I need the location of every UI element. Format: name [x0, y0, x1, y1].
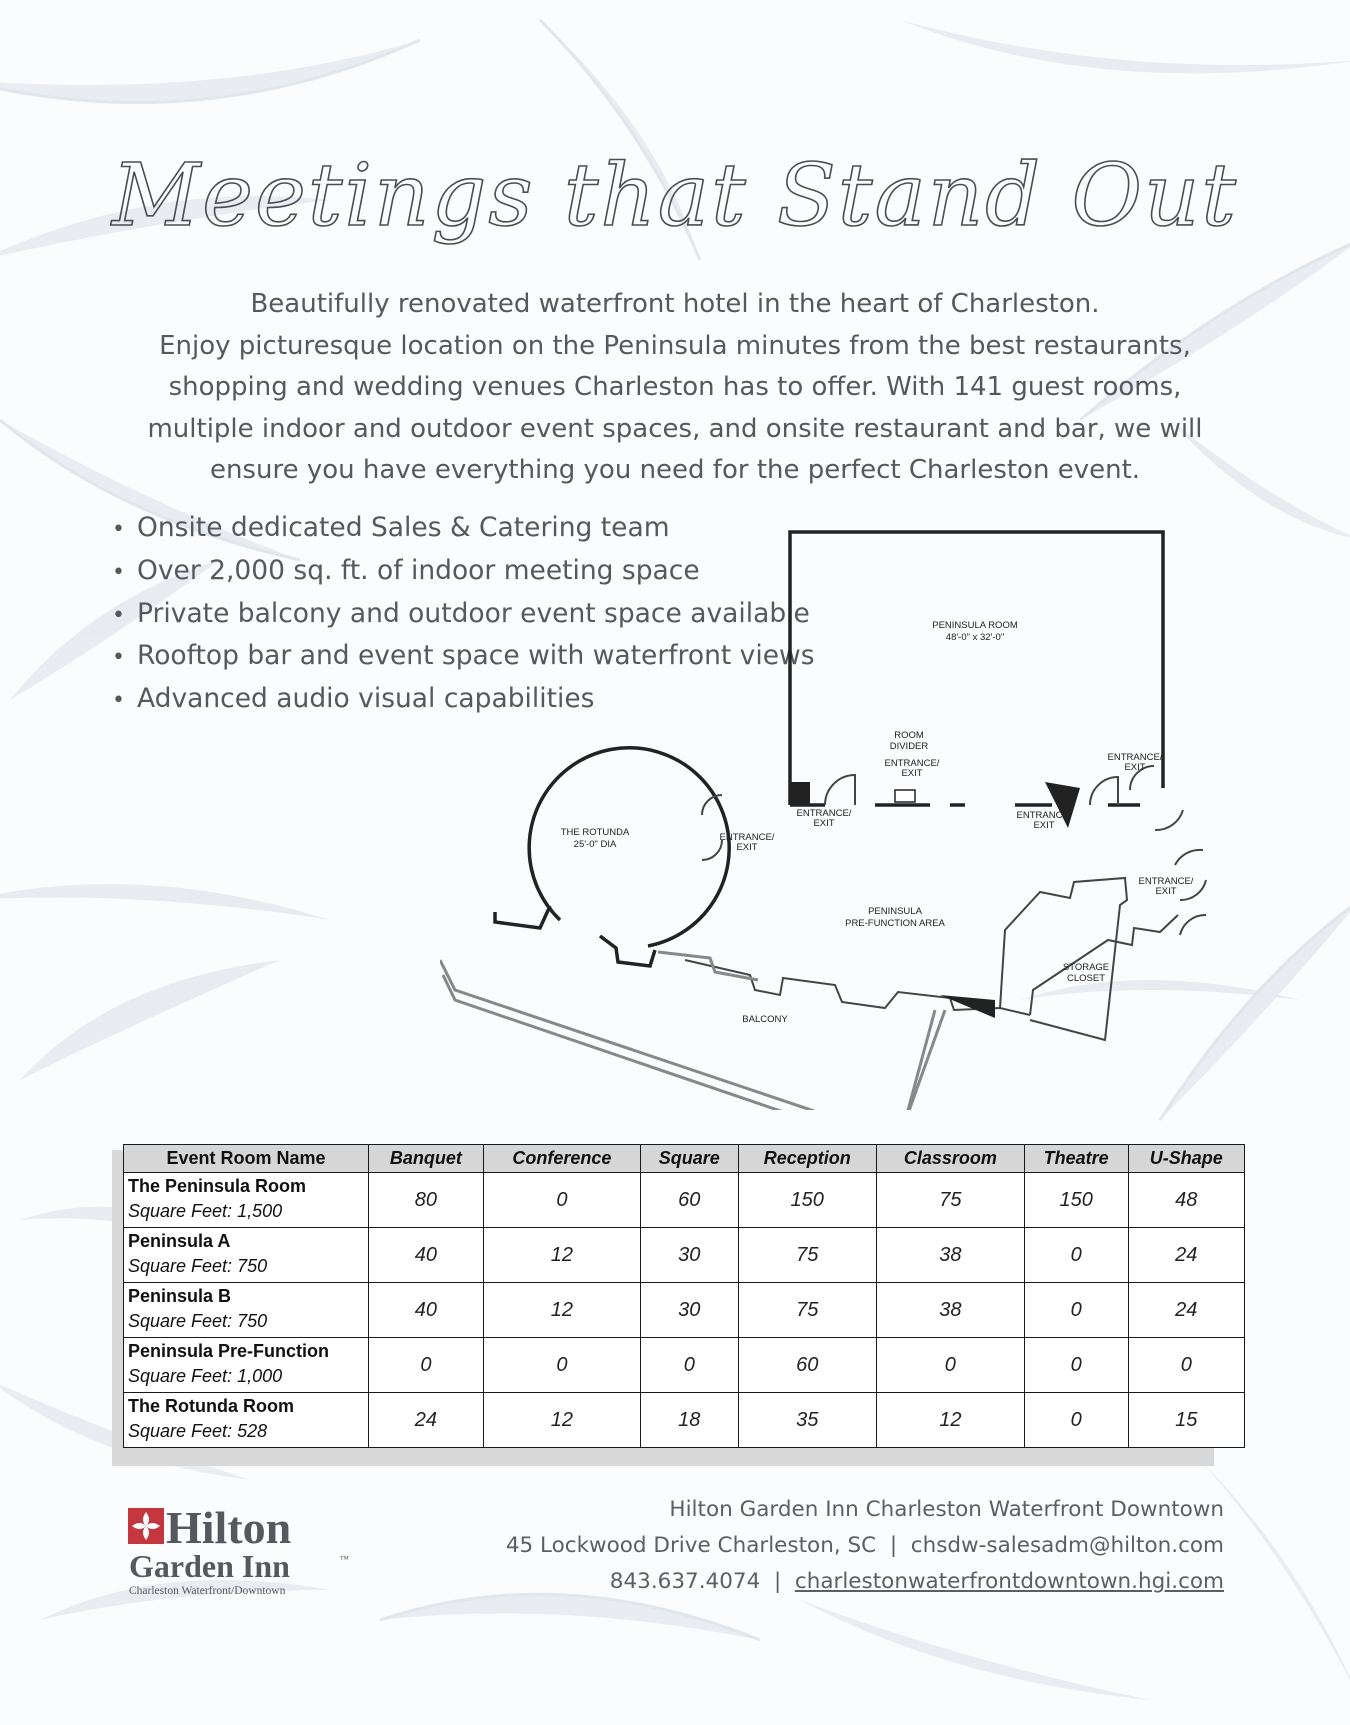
logo-trademark: ™: [340, 1554, 349, 1564]
feature-item: • Private balcony and outdoor event space available: [112, 594, 815, 637]
column-header: Theatre: [1024, 1145, 1128, 1173]
intro-line: multiple indoor and outdoor event spaces, and onsite restaurant and bar, we will: [147, 413, 1203, 444]
table-cell: 75: [738, 1283, 876, 1338]
rotunda-dims: 25'-0" DIA: [573, 839, 617, 850]
exit-label: EXIT: [1033, 820, 1055, 831]
hotel-name: Hilton Garden Inn Charleston Waterfront Downtown: [669, 1497, 1224, 1522]
table-cell: 35: [738, 1393, 876, 1448]
table-cell: 12: [483, 1283, 640, 1338]
exit-label: EXIT: [1155, 886, 1177, 897]
table-header-row: [124, 1145, 1245, 1173]
entrance-label: ENTRANCE/: [884, 758, 940, 769]
table-cell: 38: [876, 1283, 1024, 1338]
feature-item: • Over 2,000 sq. ft. of indoor meeting space: [112, 551, 815, 594]
table-cell: 150: [738, 1173, 876, 1228]
table-cell: 75: [876, 1173, 1024, 1228]
table-row: [124, 1173, 1245, 1228]
event-room-table: [123, 1144, 1245, 1448]
logo-location-text: Charleston Waterfront/Downtown: [129, 1585, 286, 1597]
table-cell: 60: [738, 1338, 876, 1393]
prefunction-label: PRE-FUNCTION AREA: [845, 918, 945, 929]
page-title-text: Meetings that Stand Out: [112, 146, 1238, 246]
table-cell: 12: [483, 1228, 640, 1283]
table-cell: 38: [876, 1228, 1024, 1283]
table-cell: 0: [483, 1173, 640, 1228]
table-cell: 40: [369, 1228, 484, 1283]
table-row: [124, 1283, 1245, 1338]
room-divider-label: DIVIDER: [889, 741, 929, 752]
separator: |: [767, 1569, 789, 1594]
intro-line: Enjoy picturesque location on the Peninsula minutes from the best restaurants,: [159, 330, 1191, 361]
table-cell: 30: [641, 1228, 739, 1283]
table-cell: 0: [1024, 1283, 1128, 1338]
exit-label: EXIT: [736, 842, 758, 853]
table-cell: 12: [483, 1393, 640, 1448]
column-header: Classroom: [876, 1145, 1024, 1173]
exit-label: EXIT: [1124, 762, 1146, 773]
storage-closet-label: STORAGE: [1062, 962, 1110, 973]
hilton-garden-inn-logo: [126, 1500, 366, 1600]
feature-item: • Rooftop bar and event space with waterfront views: [112, 636, 815, 679]
email[interactable]: chsdw-salesadm@hilton.com: [910, 1533, 1224, 1558]
flower-icon: [128, 1508, 164, 1544]
logo-garden-inn-text: Garden Inn: [129, 1548, 290, 1584]
table-cell: 0: [1024, 1393, 1128, 1448]
page-title: [0, 110, 1350, 270]
table-row: [124, 1228, 1245, 1283]
table-row: [124, 1393, 1245, 1448]
table-cell: 24: [1128, 1283, 1244, 1338]
column-header: Reception: [738, 1145, 876, 1173]
table-cell: 0: [1024, 1228, 1128, 1283]
phone-web-line: [506, 1564, 1224, 1600]
feature-item: • Onsite dedicated Sales & Catering team: [112, 508, 815, 551]
prefunction-label: PENINSULA: [868, 906, 922, 917]
table-row: [124, 1338, 1245, 1393]
column-header: Banquet: [369, 1145, 484, 1173]
logo-hilton-text: Hilton: [166, 1502, 292, 1553]
intro-line: Beautifully renovated waterfront hotel in the heart of Charleston.: [250, 289, 1100, 319]
entrance-label: ENTRANCE/: [719, 832, 775, 843]
separator: |: [883, 1533, 904, 1558]
table-cell: 24: [369, 1393, 484, 1448]
entrance-label: ENTRANCE/: [1107, 752, 1163, 763]
table-cell: 30: [641, 1283, 739, 1338]
room-divider-label: ROOM: [894, 730, 924, 741]
entrance-label: ENTRANCE/: [1016, 810, 1072, 821]
room-name-cell: The Peninsula Room Square Feet: 1,500: [124, 1173, 369, 1228]
table-cell: 24: [1128, 1228, 1244, 1283]
room-name-cell: Peninsula B Square Feet: 750: [124, 1283, 369, 1338]
table-cell: 75: [738, 1228, 876, 1283]
column-header: Event Room Name: [124, 1145, 369, 1173]
table-cell: 0: [876, 1338, 1024, 1393]
contact-info: [506, 1492, 1224, 1600]
table-cell: 150: [1024, 1173, 1128, 1228]
table-cell: 0: [641, 1338, 739, 1393]
address-line: [506, 1528, 1224, 1564]
room-name-cell: The Rotunda Room Square Feet: 528: [124, 1393, 369, 1448]
exit-label: EXIT: [813, 818, 835, 829]
table-cell: 0: [369, 1338, 484, 1393]
table-cell: 80: [369, 1173, 484, 1228]
website-link[interactable]: charlestonwaterfrontdowntown.hgi.com: [794, 1569, 1224, 1594]
room-name-cell: Peninsula A Square Feet: 750: [124, 1228, 369, 1283]
table-cell: 0: [483, 1338, 640, 1393]
intro-line: ensure you have everything you need for the perfect Charleston event.: [209, 455, 1141, 485]
floor-plan: [440, 520, 1270, 1110]
column-header: Conference: [483, 1145, 640, 1173]
balcony-label: BALCONY: [742, 1014, 788, 1025]
table-cell: 15: [1128, 1393, 1244, 1448]
table-cell: 48: [1128, 1173, 1244, 1228]
peninsula-room-dims: 48'-0" x 32'-0": [945, 632, 1005, 643]
table-cell: 12: [876, 1393, 1024, 1448]
room-name-cell: Peninsula Pre-Function Square Feet: 1,000: [124, 1338, 369, 1393]
peninsula-room-label: PENINSULA ROOM: [932, 620, 1018, 631]
storage-closet-label: CLOSET: [1066, 973, 1106, 984]
table-cell: 0: [1024, 1338, 1128, 1393]
phone[interactable]: 843.637.4074: [609, 1569, 761, 1594]
table-cell: 0: [1128, 1338, 1244, 1393]
entrance-label: ENTRANCE/: [796, 808, 852, 819]
rotunda-label: THE ROTUNDA: [560, 827, 630, 838]
feature-item: • Advanced audio visual capabilities: [112, 679, 815, 722]
exit-label: EXIT: [901, 768, 923, 779]
address: 45 Lockwood Drive Charleston, SC: [505, 1533, 877, 1558]
table-cell: 60: [641, 1173, 739, 1228]
entrance-label: ENTRANCE/: [1138, 876, 1194, 887]
table-cell: 18: [641, 1393, 739, 1448]
table-cell: 40: [369, 1283, 484, 1338]
intro-line: shopping and wedding venues Charleston has to offer. With 141 guest rooms,: [168, 372, 1182, 402]
intro-paragraph: [110, 284, 1240, 492]
column-header: Square: [641, 1145, 739, 1173]
column-header: U-Shape: [1128, 1145, 1244, 1173]
